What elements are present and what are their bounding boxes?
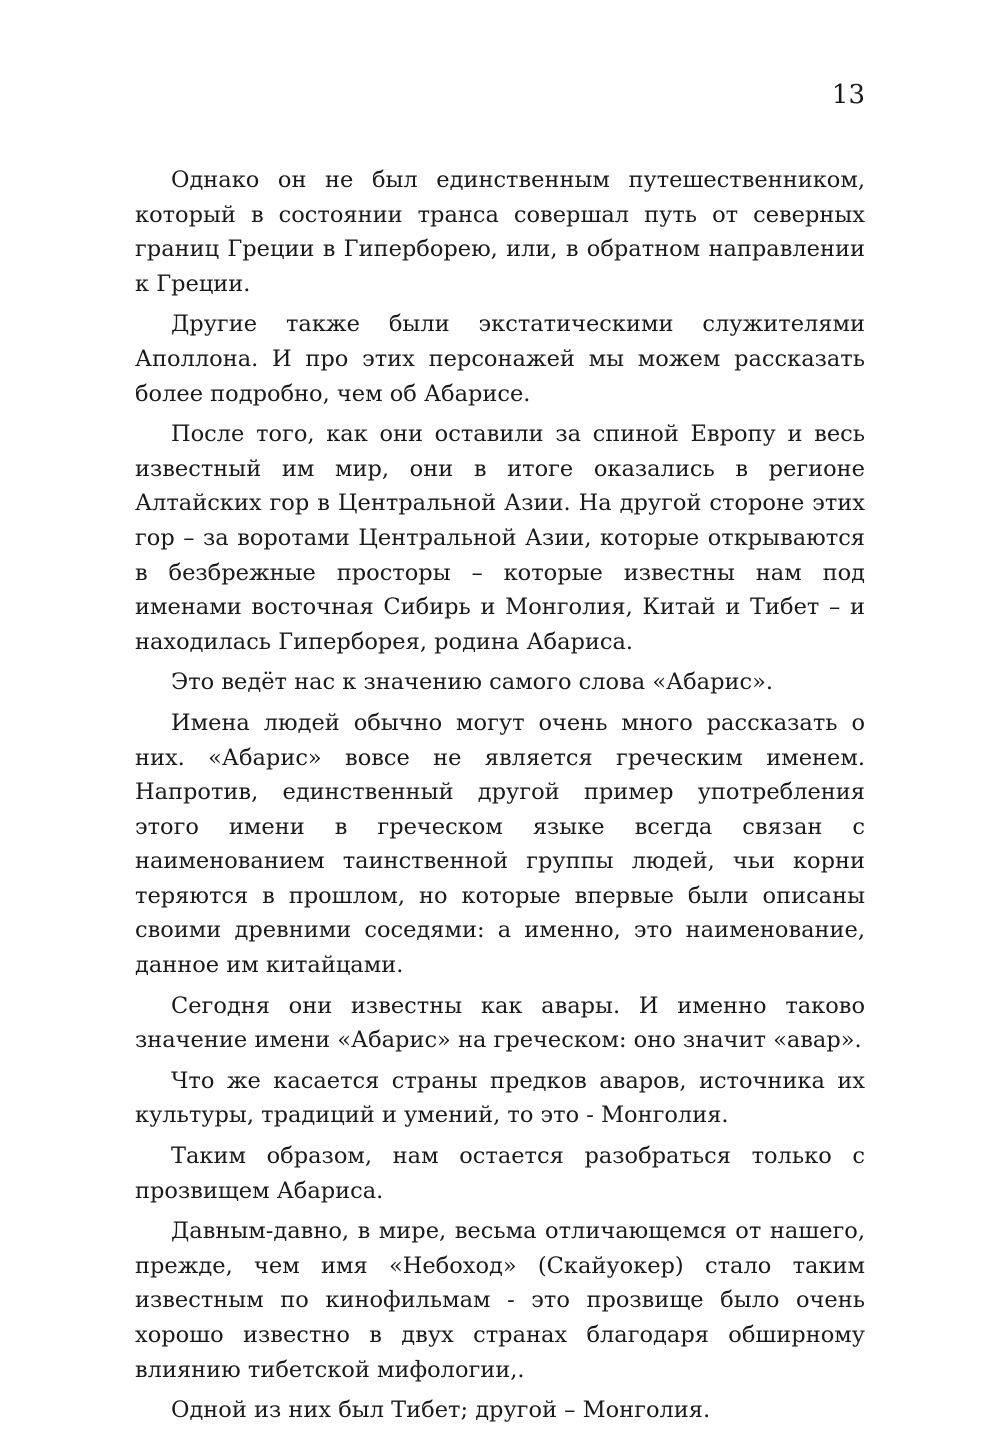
paragraph-4: Это ведёт нас к значению самого слова «Абарис».: [171, 669, 774, 696]
paragraph-3: После того, как они оставили за спиной Европу и весь известный им мир, они в итоге оказались в регионе Алтайских гор в Центральной Азии. На другой стороне этих гор – за воротами Центральной Азии, которые открываются в безбрежные просторы – которые известны нам под именами восточная Сибирь и Монголия, Китай и Тибет – и находилась Гиперборея, родина Абариса.: [135, 421, 865, 655]
paragraph-2: Другие также были экстатическими служителями Аполлона. И про этих персонажей мы можем рассказать более подробно, чем об Абарисе.: [135, 311, 865, 407]
body-text: [135, 163, 865, 1434]
paragraph-10: Одной из них был Тибет; другой – Монголия.: [171, 1397, 711, 1424]
paragraph-1: Однако он не был единственным путешественником, который в состоянии транса совершал путь от северных границ Греции в Гиперборею, или, в обратном направлении к Греции.: [135, 167, 865, 297]
paragraph-5: Имена людей обычно могут очень много рассказать о них. «Абарис» вовсе не является греческим именем. Напротив, единственный другой пример употребления этого имени в греческом языке всегда связан с наименованием таинственной группы людей, чьи корни теряются в прошлом, но которые впервые были описаны своими древними соседями: а именно, это наименование, данное им китайцами.: [135, 709, 865, 979]
page-number: 13: [831, 80, 865, 110]
paragraph-7: Что же касается страны предков аваров, источника их культуры, традиций и умений, то это - Монголия.: [135, 1067, 865, 1129]
paragraph-6: Сегодня они известны как авары. И именно таково значение имени «Абарис» на греческом: оно значит «авар».: [135, 992, 865, 1054]
paragraph-8: Таким образом, нам остается разобраться только с прозвищем Абариса.: [135, 1143, 865, 1204]
paragraph-9: Давным-давно, в мире, весьма отличающемся от нашего, прежде, чем имя «Небоход» (Скайуокер) стало таким известным по кинофильмам - это прозвище было очень хорошо известно в двух странах благодаря обширному влиянию тибетской мифологии,.: [135, 1218, 865, 1383]
